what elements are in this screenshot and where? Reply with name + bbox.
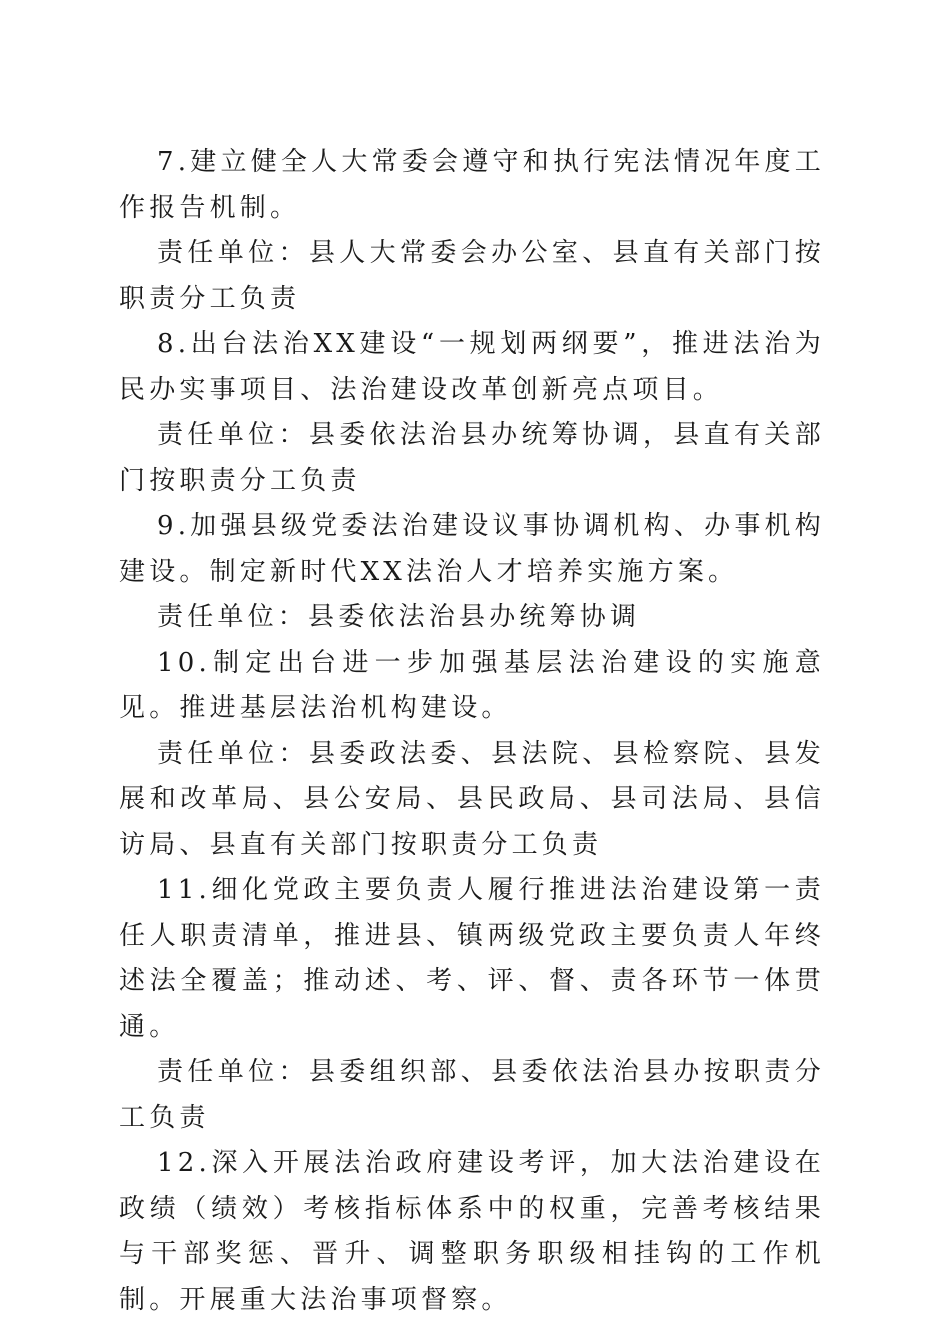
- item-9-text: 9.加强县级党委法治建设议事协调机构、办事机构建设。制定新时代XX法治人才培养实施方案。: [119, 511, 825, 587]
- item-9-responsible: 责任单位：县委依法治县办统筹协调: [157, 602, 641, 632]
- item-10-responsible: 责任单位：县委政法委、县法院、县检察院、县发展和改革局、县公安局、县民政局、县司法局、县信访局、县直有关部门按职责分工负责: [119, 738, 825, 860]
- item-7-text: 7.建立健全人大常委会遵守和执行宪法情况年度工作报告机制。: [119, 147, 825, 223]
- item-7-responsible: 责任单位：县人大常委会办公室、县直有关部门按职责分工负责: [119, 238, 825, 314]
- item-8-responsible: 责任单位：县委依法治县办统筹协调，县直有关部门按职责分工负责: [119, 420, 825, 496]
- item-8-text: 8.出台法治XX建设“一规划两纲要”，推进法治为民办实事项目、法治建设改革创新亮点项目。: [119, 329, 825, 405]
- item-10-text: 10.制定出台进一步加强基层法治建设的实施意见。推进基层法治机构建设。: [119, 647, 825, 723]
- item-12-text: 12.深入开展法治政府建设考评，加大法治建设在政绩（绩效）考核指标体系中的权重，完善考核结果与干部奖惩、晋升、调整职务职级相挂钩的工作机制。开展重大法治事项督察。: [119, 1148, 825, 1315]
- item-11-text: 11.细化党政主要负责人履行推进法治建设第一责任人职责清单，推进县、镇两级党政主要负责人年终述法全覆盖；推动述、考、评、督、责各环节一体贯通。: [119, 875, 825, 1042]
- item-11-responsible: 责任单位：县委组织部、县委依法治县办按职责分工负责: [119, 1057, 825, 1133]
- document-body: [119, 140, 825, 1323]
